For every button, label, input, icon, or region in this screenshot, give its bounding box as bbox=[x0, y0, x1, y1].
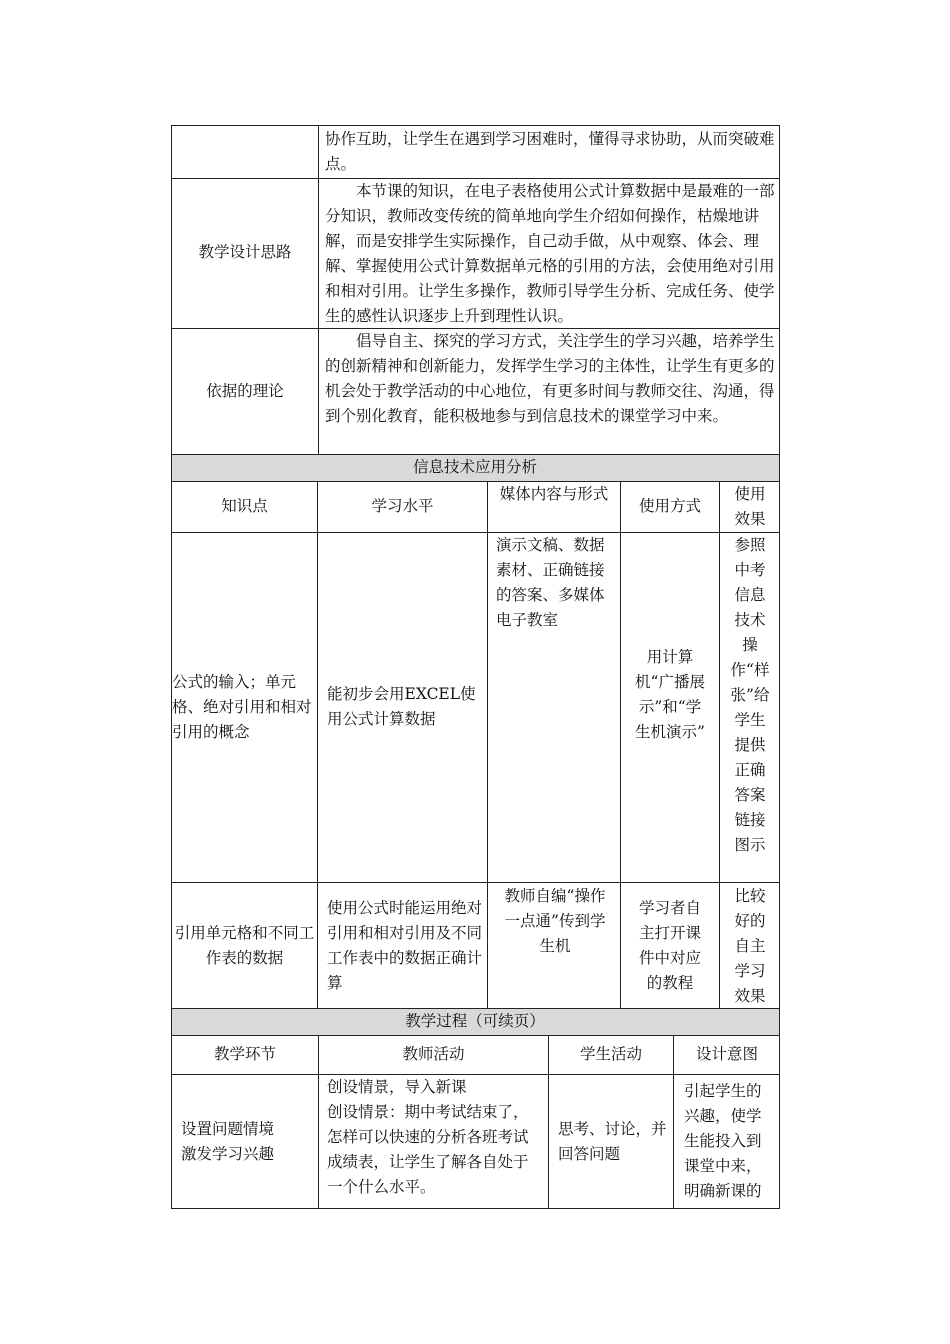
table-cell-teacher-heading: 创设情景，导入新课 bbox=[327, 1078, 467, 1096]
design-idea-text: 本节课的知识，在电子表格使用公式计算数据中是最难的一部分知识，教师改变传统的简单地向学生介绍如何操作，枯燥地讲解，而是安排学生实际操作，自己动手做，从中观察、体会、理解、掌握使用公式计算数据单元格的引用的方法，会使用绝对引用和相对引用。让学生多操作，教师引导学生分析、完成任务、使学生的感性认识逐步上升到理性认识。 bbox=[325, 182, 775, 325]
header-usage-effect: 使用效果 bbox=[734, 485, 766, 528]
header-learning-level: 学习水平 bbox=[371, 497, 434, 515]
table-cell-method: 学习者自主打开课件中对应的教程 bbox=[638, 899, 701, 992]
table-cell-stage: 设置问题情境激发学习兴趣 bbox=[181, 1120, 275, 1163]
theory-label: 依据的理论 bbox=[206, 382, 284, 400]
table-cell-effect: 比较好的自主学习效果 bbox=[734, 887, 766, 1005]
header-stage: 教学环节 bbox=[213, 1045, 276, 1063]
table-cell-teacher-text: 创设情景：期中考试结束了，怎样可以快速的分析各班考试成绩表，让学生了解各自处于一个什么水平。 bbox=[327, 1103, 529, 1196]
table-cell-level: 能初步会用EXCEL使用公式计算数据 bbox=[327, 685, 476, 728]
table-cell-level: 使用公式时能运用绝对引用和相对引用及不同工作表中的数据正确计算 bbox=[327, 899, 483, 992]
header-knowledge-point: 知识点 bbox=[221, 497, 268, 515]
table-cell-media: 教师自编“操作一点通”传到学生机 bbox=[504, 887, 606, 955]
header-design-intent: 设计意图 bbox=[695, 1045, 758, 1063]
table-cell-student: 思考、讨论，并回答问题 bbox=[558, 1120, 667, 1163]
process-title: 教学过程（可续页） bbox=[405, 1012, 545, 1030]
table-cell-method: 用计算机“广播展示”和“学生机演示” bbox=[635, 648, 705, 741]
header-media-content: 媒体内容与形式 bbox=[499, 485, 609, 503]
design-idea-label: 教学设计思路 bbox=[198, 243, 292, 261]
table-cell-media: 演示文稿、数据素材、正确链接的答案、多媒体电子教室 bbox=[496, 536, 605, 629]
header-student-activity: 学生活动 bbox=[579, 1045, 642, 1063]
theory-text: 倡导自主、探究的学习方式，关注学生的学习兴趣，培养学生的创新精神和创新能力，发挥学生学习的主体性，让学生有更多的机会处于教学活动的中心地位，有更多时间与教师交往、沟通，得到个别化教育，能积极地参与到信息技术的课堂学习中来。 bbox=[325, 332, 775, 425]
continued-text-cell: 协作互助，让学生在遇到学习困难时，懂得寻求协助，从而突破难点。 bbox=[325, 130, 775, 173]
table-cell-intent: 引起学生的兴趣，使学生能投入到课堂中来，明确新课的 bbox=[684, 1082, 762, 1200]
table-cell-knowledge: 引用单元格和不同工作表的数据 bbox=[174, 924, 315, 967]
header-teacher-activity: 教师活动 bbox=[402, 1045, 465, 1063]
header-usage-method: 使用方式 bbox=[638, 497, 701, 515]
it-analysis-title: 信息技术应用分析 bbox=[412, 458, 537, 476]
table-cell-knowledge: 公式的输入；单元格、绝对引用和相对引用的概念 bbox=[172, 673, 312, 741]
table-cell-effect: 参照中考信息技术操作“样张”给学生提供正确答案链接图示 bbox=[730, 536, 770, 854]
